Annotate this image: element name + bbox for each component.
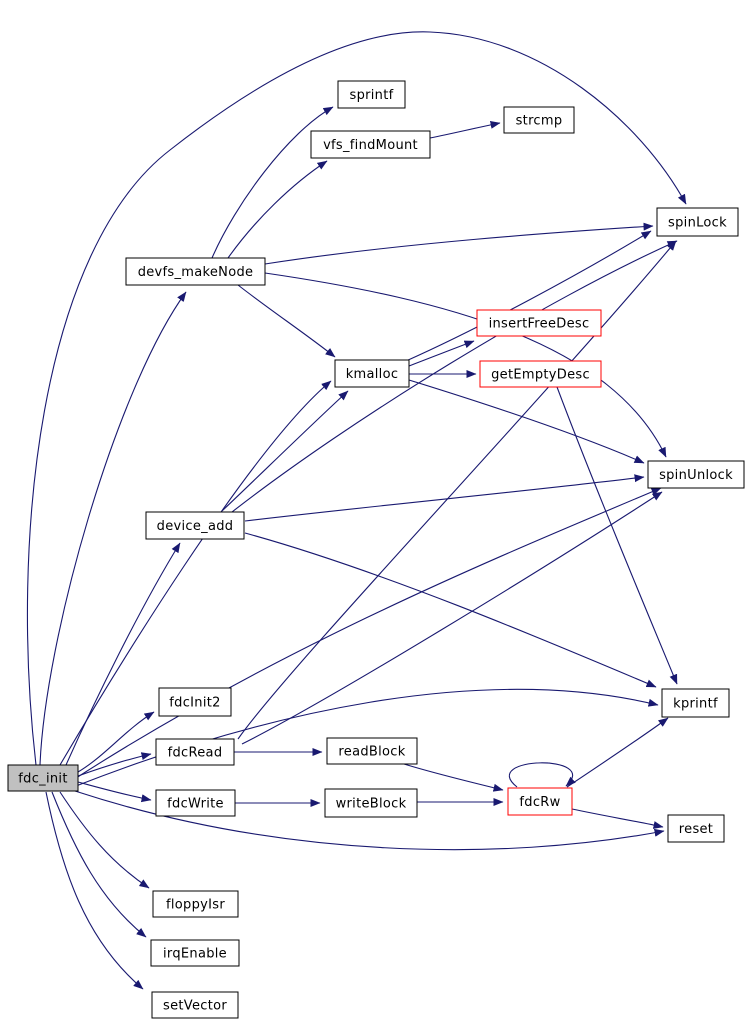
node-label-insertFreeDesc: insertFreeDesc [488, 316, 590, 332]
edge-fdc_init-to-irqEnable [52, 792, 146, 937]
node-label-kmalloc: kmalloc [345, 367, 399, 382]
node-label-floppyIsr: floppyIsr [166, 897, 225, 913]
node-label-readBlock: readBlock [338, 744, 406, 760]
node-label-device_add: device_add [156, 519, 234, 534]
edge-devfs_makeNode-to-spinUnlock [265, 273, 666, 457]
node-devfs_makeNode[interactable] [126, 258, 265, 285]
node-label-fdcRead: fdcRead [167, 745, 223, 761]
edge-fdcRw-to-kprintf [567, 718, 668, 787]
edge-device_add-to-kmalloc [222, 391, 348, 511]
node-fdcRw[interactable] [508, 788, 572, 815]
edge-fdcRw-to-reset [572, 809, 663, 827]
node-label-fdcWrite: fdcWrite [167, 796, 224, 812]
node-fdcRead[interactable] [156, 739, 234, 765]
node-spinLock[interactable] [657, 208, 738, 236]
node-reset[interactable] [668, 815, 724, 842]
edge-getEmptyDesc-to-kprintf [557, 387, 677, 684]
node-label-kprintf: kprintf [673, 696, 718, 712]
edge-fdc_init-to-setVector [46, 792, 143, 989]
edge-fdcRw-to-fdcRw [509, 763, 572, 787]
node-label-vfs_findMount: vfs_findMount [323, 138, 418, 153]
node-getEmptyDesc[interactable] [480, 361, 601, 387]
node-label-strcmp: strcmp [515, 113, 563, 129]
node-setVector[interactable] [152, 992, 238, 1018]
node-label-fdc_init: fdc_init [18, 771, 68, 787]
node-spinUnlock[interactable] [648, 461, 744, 488]
edge-fdcRead-to-spinLock [238, 241, 676, 739]
node-label-reset: reset [678, 822, 714, 837]
node-sprintf[interactable] [338, 81, 405, 108]
node-fdc_init[interactable] [8, 765, 78, 791]
edges-layer [27, 32, 686, 989]
node-kmalloc[interactable] [335, 360, 409, 387]
node-label-sprintf: sprintf [349, 88, 394, 103]
edge-fdcRead-to-spinUnlock [242, 492, 662, 744]
node-label-getEmptyDesc: getEmptyDesc [491, 367, 590, 383]
node-label-spinLock: spinLock [668, 215, 727, 231]
node-readBlock[interactable] [327, 738, 417, 764]
node-fdcInit2[interactable] [159, 688, 231, 716]
edge-device_add-to-spinUnlock [245, 477, 644, 521]
node-strcmp[interactable] [504, 107, 574, 133]
node-kprintf[interactable] [662, 689, 729, 717]
node-label-writeBlock: writeBlock [335, 796, 407, 812]
node-label-irqEnable: irqEnable [163, 946, 227, 962]
edge-devfs_makeNode-to-spinLock [265, 226, 653, 264]
node-label-setVector: setVector [163, 998, 227, 1014]
edge-device_add-to-kprintf [245, 533, 656, 687]
node-label-fdcInit2: fdcInit2 [169, 695, 221, 711]
node-label-spinUnlock: spinUnlock [659, 468, 733, 483]
node-irqEnable[interactable] [151, 940, 239, 966]
node-writeBlock[interactable] [325, 789, 417, 817]
node-label-fdcRw: fdcRw [519, 795, 561, 810]
edge-readBlock-to-fdcRw [404, 764, 503, 790]
edge-devfs_makeNode-to-vfs_findMount [228, 161, 327, 258]
edge-kmalloc-to-spinUnlock [409, 380, 644, 463]
edge-fdc_init-to-device_add [66, 543, 180, 765]
node-label-devfs_makeNode: devfs_makeNode [137, 265, 254, 280]
node-floppyIsr[interactable] [153, 891, 238, 917]
edge-kmalloc-to-spinLock [406, 231, 651, 361]
node-fdcWrite[interactable] [156, 790, 235, 816]
node-device_add[interactable] [146, 512, 244, 539]
node-insertFreeDesc[interactable] [477, 310, 601, 336]
edge-devfs_makeNode-to-sprintf [212, 107, 333, 258]
edge-devfs_makeNode-to-kmalloc [238, 285, 335, 357]
edge-fdc_init-to-fdcWrite [78, 782, 151, 800]
node-vfs_findMount[interactable] [311, 131, 430, 158]
edge-device_add-to-spinLock [232, 241, 677, 512]
edge-vfs_findMount-to-strcmp [430, 123, 500, 138]
nodes-layer [8, 81, 744, 1018]
